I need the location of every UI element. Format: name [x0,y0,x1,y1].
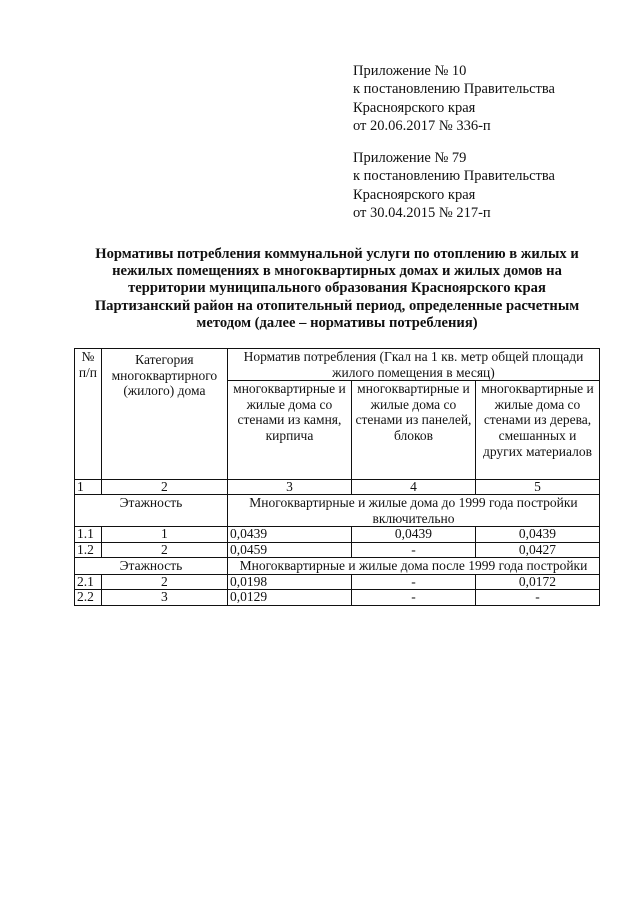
row-stone-value: 0,0129 [227,590,351,606]
row-floors: 1 [101,527,227,543]
column-number: 4 [351,480,475,495]
column-number-row [75,480,600,495]
row-number: 2.1 [75,574,102,590]
section-header-row [75,558,600,575]
table-row [75,574,600,590]
section-label: Этажность [75,495,228,527]
row-panel-value: - [351,542,475,558]
row-floors: 2 [101,574,227,590]
section-title: Многоквартирные и жилые дома после 1999 года постройки [227,558,599,575]
appendix-79-block [353,149,623,222]
row-stone-value: 0,0198 [227,574,351,590]
title-line: методом (далее – нормативы потребления) [196,314,478,331]
title-line: Нормативы потребления коммунальной услуги по отоплению в жилых и [95,246,579,262]
appendix-line: Красноярского края [353,99,476,116]
row-number: 1.1 [75,527,102,543]
section-header-row [75,495,600,527]
row-wood-value: 0,0172 [475,574,599,590]
header-col-stone: многоквартирные и жилые дома со стенами из камня, кирпича [227,381,351,480]
appendix-line: Приложение № 10 [353,63,467,79]
appendix-line: от 20.06.2017 № 336-п [353,117,491,134]
header-category: Категория многоквартирного (жилого) дома [101,349,227,480]
row-number: 1.2 [75,542,102,558]
column-number: 1 [75,480,102,495]
title-line: территории муниципального образования Красноярского края [128,280,546,297]
section-title: Многоквартирные и жилые дома до 1999 года постройки включительно [227,495,599,527]
header-col-wood: многоквартирные и жилые дома со стенами из дерева, смешанных и других материалов [475,381,599,480]
appendix-line: к постановлению Правительства [353,81,555,98]
row-panel-value: - [351,574,475,590]
row-wood-value: - [475,590,599,606]
row-wood-value: 0,0439 [475,527,599,543]
table-row [75,527,600,543]
row-wood-value: 0,0427 [475,542,599,558]
column-number: 2 [101,480,227,495]
appendix-line: Красноярского края [353,186,476,203]
row-floors: 3 [101,590,227,606]
header-col-panel: многоквартирные и жилые дома со стенами из панелей, блоков [351,381,475,480]
row-floors: 2 [101,542,227,558]
column-number: 5 [475,480,599,495]
appendix-10-block [353,62,623,135]
row-number: 2.2 [75,590,102,606]
norms-table [74,348,600,606]
appendix-line: к постановлению Правительства [353,168,555,185]
table-row [75,542,600,558]
title-line: Партизанский район на отопительный период, определенные расчетным [94,297,580,314]
row-stone-value: 0,0439 [227,527,351,543]
section-label: Этажность [75,558,228,575]
row-stone-value: 0,0459 [227,542,351,558]
appendix-line: от 30.04.2015 № 217-п [353,204,491,221]
column-number: 3 [227,480,351,495]
table-row [75,590,600,606]
header-norm: Норматив потребления (Гкал на 1 кв. метр общей площади жилого помещения в месяц) [227,349,599,381]
row-panel-value: - [351,590,475,606]
header-num: № п/п [75,349,102,480]
row-panel-value: 0,0439 [351,527,475,543]
document-title [72,246,602,332]
title-line: нежилых помещениях в многоквартирных домах и жилых домов на [112,263,562,280]
table-header-row [75,349,600,381]
appendix-line: Приложение № 79 [353,150,467,166]
